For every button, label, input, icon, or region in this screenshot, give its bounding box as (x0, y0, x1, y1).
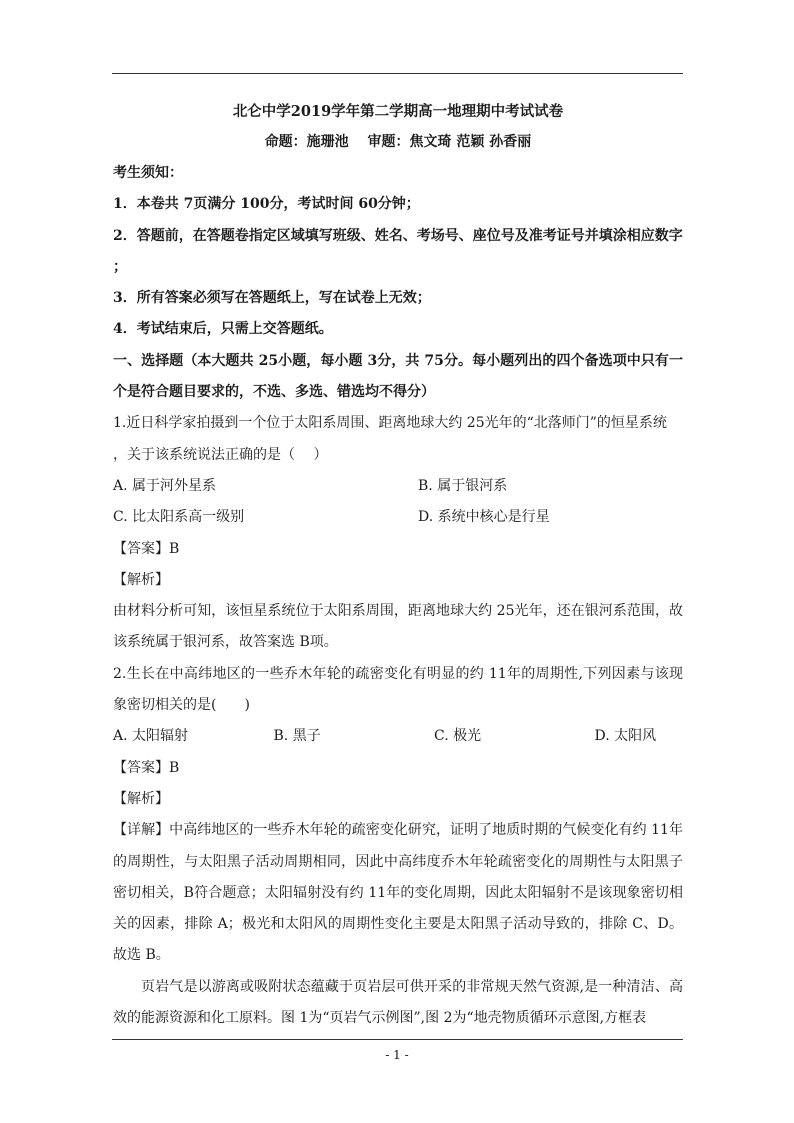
section-heading: 一、选择题（本大题共 25小题，每小题 3分，共 75分。每小题列出的四个备选项中只有一个是符合题目要求的，不选、多选、错选均不得分） (113, 352, 683, 401)
footer-rule (112, 1039, 683, 1040)
q2-analysis-label: 【解析】 (113, 790, 169, 807)
q1-analysis-label: 【解析】 (113, 571, 169, 588)
exam-authors: 命题：施珊池 审题：焦文琦 范颖 孙香丽 (264, 134, 532, 150)
q1-option-b: B. 属于银河系 (418, 477, 508, 494)
q1-option-d: D. 系统中核心是行星 (418, 509, 550, 526)
q1-stem-cont: ，关于该系统说法正确的是（ ） (113, 446, 328, 463)
notice-item: 1．本卷共 7页满分 100分，考试时间 60分钟； (113, 196, 420, 213)
q1-answer: 【答案】B (113, 540, 180, 557)
q1-option-c: C. 比太阳系高一级别 (113, 509, 245, 526)
q2-options (113, 721, 683, 752)
q2-stem: 2.生长在中高纬地区的一些乔木年轮的疏密变化有明显的约 11年的周期性,下列因素与该现象密切相关的是( ) (113, 665, 683, 714)
q2-option-c: C. 极光 (434, 728, 482, 745)
q2-answer: 【答案】B (113, 759, 180, 776)
notice-item: 2．答题前，在答题卷指定区域填写班级、姓名、考场号、座位号及准考证号并填涂相应数字 (113, 227, 683, 244)
exam-page (113, 90, 683, 1034)
notice-item: 3．所有答案必须写在答题纸上，写在试卷上无效； (113, 290, 431, 307)
notice-item: 4．考试结束后，只需上交答题纸。 (113, 321, 333, 338)
q2-option-b: B. 黑子 (273, 728, 321, 745)
page-number: - 1 - (385, 1048, 409, 1062)
exam-title: 北仑中学2019学年第二学期高一地理期中考试试卷 (232, 103, 564, 120)
q2-option-d: D. 太阳风 (594, 728, 657, 745)
q2-detail: 【详解】中高纬地区的一些乔木年轮的疏密变化研究，证明了地质时期的气候变化有约 11年的周期性，与太阳黑子活动周期相同，因此中高纬度乔木年轮疏密变化的周期性与太阳黑子密切相关，B符合题意；太阳辐射没有约 11年的变化周期，因此太阳辐射不是该现象密切相关的因素，排除 A；极光和太阳风的周期性变化主要是太阳黑子活动导致的，排除 C、D。故选 B。 (113, 822, 683, 964)
q1-stem: 1.近日科学家拍摄到一个位于太阳系周围、距离地球大约 25光年的“北落师门”的恒星系统 (113, 415, 667, 432)
q2-option-a: A. 太阳辐射 (113, 728, 189, 745)
header-rule (112, 73, 683, 74)
q1-option-a: A. 属于河外星系 (113, 477, 217, 494)
notice-heading: 考生须知： (113, 165, 183, 181)
q1-analysis: 由材料分析可知，该恒星系统位于太阳系周围，距离地球大约 25光年，还在银河系范围，故该系统属于银河系，故答案选 B项。 (113, 603, 683, 651)
q1-options-row2 (113, 502, 683, 533)
passage-text: 页岩气是以游离或吸附状态蕴藏于页岩层可供开采的非常规天然气资源,是一种清洁、高效的能源资源和化工原料。图 1为“页岩气示例图”,图 2为“地壳物质循环示意图,方框表 (113, 978, 683, 1027)
notice-item: ； (113, 258, 127, 275)
q1-options-row1 (113, 471, 683, 502)
